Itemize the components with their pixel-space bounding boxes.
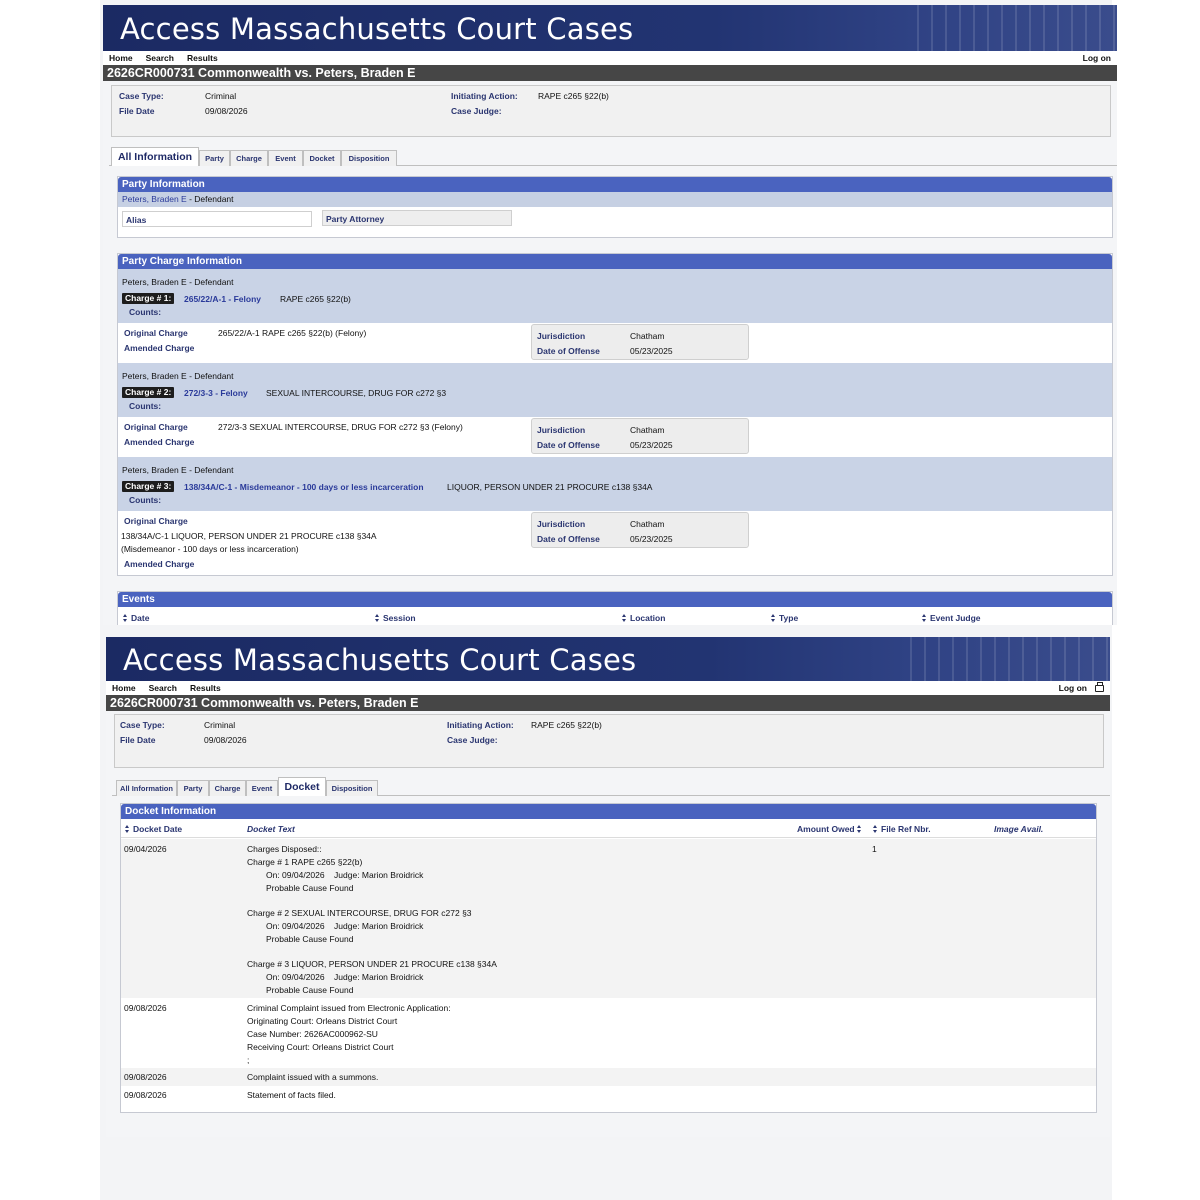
initiating-action-value: RAPE c265 §22(b) <box>538 91 609 101</box>
tab-all-information[interactable]: All Information <box>111 147 199 166</box>
file-date-label: File Date <box>119 106 155 116</box>
charge-1-original: 265/22/A-1 RAPE c265 §22(b) (Felony) <box>218 328 367 338</box>
charge-1-code[interactable]: 265/22/A-1 - Felony <box>184 294 262 304</box>
docket-entry-1-line-10: Probable Cause Found <box>266 985 354 995</box>
docket-entry-4-date: 09/08/2026 <box>124 1090 167 1100</box>
events-col-date[interactable]: Date <box>123 613 149 623</box>
initiating-action-label: Initiating Action: <box>451 91 518 101</box>
charge-3-original-line1: 138/34A/C-1 LIQUOR, PERSON UNDER 21 PROCURE c138 §34A <box>121 531 377 541</box>
events-col-type[interactable]: Type <box>771 613 798 623</box>
docket-entry-1-line-8: Charge # 3 LIQUOR, PERSON UNDER 21 PROCURE c138 §34A <box>247 959 497 969</box>
courthouse-columns-graphic <box>910 637 1110 681</box>
docket-entry-1-line-7: Probable Cause Found <box>266 934 354 944</box>
charge-3-jurisdiction: Chatham <box>630 519 665 529</box>
charge-1-badge: Charge # 1: <box>122 293 174 304</box>
docket-entry-2-line-2: Originating Court: Orleans District Court <box>247 1016 398 1026</box>
charge-2-code[interactable]: 272/3-3 - Felony <box>184 388 248 398</box>
docket-entry-2-line-1: Criminal Complaint issued from Electronic Application: <box>247 1003 451 1013</box>
docket-entry-1-line-5: Charge # 2 SEXUAL INTERCOURSE, DRUG FOR c272 §3 <box>247 908 472 918</box>
docket-header: Docket Information <box>121 804 1096 819</box>
party-attorney-field <box>322 210 512 226</box>
charge-3-offense-date: 05/23/2025 <box>630 534 673 544</box>
file-date-value: 09/08/2026 <box>205 106 248 116</box>
docket-entry-4-line-1: Statement of facts filed. <box>247 1090 336 1100</box>
tab-event[interactable]: Event <box>268 150 303 166</box>
tab-disposition[interactable]: Disposition <box>326 780 378 796</box>
alias-field <box>122 211 312 227</box>
events-col-session[interactable]: Session <box>375 613 416 623</box>
docket-col-image-avail: Image Avail. <box>994 824 1044 834</box>
docket-entry-1-line-1: Charges Disposed:: <box>247 844 322 854</box>
case-title-bar: 2626CR000731 Commonwealth vs. Peters, Braden E <box>103 65 1117 81</box>
charge-3-badge: Charge # 3: <box>122 481 174 492</box>
charge-1-description: RAPE c265 §22(b) <box>280 294 351 304</box>
tab-party[interactable]: Party <box>177 780 209 796</box>
charge-1-amended-label: Amended Charge <box>124 343 195 353</box>
case-type-value: Criminal <box>205 91 237 101</box>
party-attorney-label: Party Attorney <box>326 214 385 224</box>
party-role: - Defendant <box>186 194 234 204</box>
charge-1-detail <box>118 323 1112 363</box>
log-on-link[interactable]: Log on <box>1082 53 1111 63</box>
party-information-panel <box>117 176 1113 238</box>
events-panel <box>117 591 1113 625</box>
initiating-action-label: Initiating Action: <box>447 720 514 730</box>
site-banner <box>106 637 1110 681</box>
courthouse-columns-graphic <box>917 5 1117 51</box>
docket-entry-2-date: 09/08/2026 <box>124 1003 167 1013</box>
party-information-header: Party Information <box>118 177 1112 192</box>
docket-col-text: Docket Text <box>247 824 295 834</box>
party-charge-header: Party Charge Information <box>118 254 1112 269</box>
charge-3-original-label: Original Charge <box>124 516 188 526</box>
charge-2-badge: Charge # 2: <box>122 387 174 398</box>
tab-bar <box>106 776 1110 796</box>
charge-2-description: SEXUAL INTERCOURSE, DRUG FOR c272 §3 <box>266 388 447 398</box>
tab-bar <box>103 146 1117 166</box>
case-judge-label: Case Judge: <box>451 106 502 116</box>
charge-1-jurisdiction-box <box>531 324 749 360</box>
sort-icon <box>123 614 128 622</box>
charge-2-jurisdiction-label: Jurisdiction <box>537 425 586 435</box>
charge-1-jurisdiction: Chatham <box>630 331 665 341</box>
charge-2-offense-date-label: Date of Offense <box>537 440 600 450</box>
case-type-label: Case Type: <box>120 720 165 730</box>
nav-home[interactable]: Home <box>109 53 133 63</box>
charge-3-code[interactable]: 138/34A/C-1 - Misdemeanor - 100 days or less incarceration <box>184 482 424 492</box>
docket-entry-1-line-3: On: 09/04/2026 Judge: Marion Broidrick <box>266 870 424 880</box>
charge-2-defendant: Peters, Braden E - Defendant <box>122 371 234 381</box>
charge-1-offense-date: 05/23/2025 <box>630 346 673 356</box>
sort-icon <box>622 614 627 622</box>
events-col-event-judge[interactable]: Event Judge <box>922 613 981 623</box>
sort-icon <box>922 614 927 622</box>
events-header: Events <box>118 592 1112 607</box>
alias-label: Alias <box>126 215 147 225</box>
charge-3-description: LIQUOR, PERSON UNDER 21 PROCURE c138 §34A <box>447 482 653 492</box>
charge-2-jurisdiction: Chatham <box>630 425 665 435</box>
case-judge-label: Case Judge: <box>447 735 498 745</box>
charge-1-band <box>118 269 1112 323</box>
screenshot-all-information <box>103 5 1117 625</box>
sort-icon <box>125 825 130 833</box>
charge-3-counts-label: Counts: <box>129 495 162 505</box>
charge-2-counts-label: Counts: <box>129 401 162 411</box>
docket-entry-1 <box>121 839 1096 998</box>
case-summary <box>111 85 1111 137</box>
docket-col-amount-owed[interactable]: Amount Owed <box>797 824 865 834</box>
top-nav <box>103 51 1117 65</box>
docket-entry-2-line-4: Receiving Court: Orleans District Court <box>247 1042 394 1052</box>
case-title-bar: 2626CR000731 Commonwealth vs. Peters, Braden E <box>106 695 1110 711</box>
nav-results[interactable]: Results <box>186 53 218 63</box>
charge-2-original-label: Original Charge <box>124 422 188 432</box>
tab-charge[interactable]: Charge <box>209 780 246 796</box>
case-type-label: Case Type: <box>119 91 164 101</box>
docket-entry-1-line-2: Charge # 1 RAPE c265 §22(b) <box>247 857 363 867</box>
charge-3-jurisdiction-box <box>531 512 749 548</box>
printer-icon[interactable] <box>1095 685 1104 692</box>
docket-entry-1-line-9: On: 09/04/2026 Judge: Marion Broidrick <box>266 972 424 982</box>
charge-2-jurisdiction-box <box>531 418 749 454</box>
charge-3-original-line2: (Misdemeanor - 100 days or less incarceration) <box>121 544 299 554</box>
docket-panel <box>120 803 1097 1113</box>
docket-entry-4 <box>121 1086 1096 1104</box>
nav-search[interactable]: Search <box>148 683 177 693</box>
docket-entry-2-line-5: ; <box>247 1055 250 1065</box>
docket-entry-3-line-1: Complaint issued with a summons. <box>247 1072 379 1082</box>
docket-col-file-ref[interactable]: File Ref Nbr. <box>873 824 931 834</box>
docket-entry-2-line-3: Case Number: 2626AC000962-SU <box>247 1029 378 1039</box>
docket-entry-3-date: 09/08/2026 <box>124 1072 167 1082</box>
site-title: Access Massachusetts Court Cases <box>123 643 637 677</box>
docket-entry-1-line-4: Probable Cause Found <box>266 883 354 893</box>
top-nav <box>106 681 1110 695</box>
sort-icon <box>375 614 380 622</box>
file-date-label: File Date <box>120 735 156 745</box>
charge-1-jurisdiction-label: Jurisdiction <box>537 331 586 341</box>
charge-3-band <box>118 457 1112 511</box>
case-type-value: Criminal <box>204 720 236 730</box>
charge-3-jurisdiction-label: Jurisdiction <box>537 519 586 529</box>
charge-2-band <box>118 363 1112 417</box>
sort-icon <box>857 825 862 833</box>
tab-all-information[interactable]: All Information <box>116 780 177 796</box>
nav-search[interactable]: Search <box>145 53 174 63</box>
charge-3-offense-date-label: Date of Offense <box>537 534 600 544</box>
charge-3-amended-label: Amended Charge <box>124 559 195 569</box>
charge-2-detail <box>118 417 1112 457</box>
site-banner <box>103 5 1117 51</box>
party-charge-panel <box>117 253 1113 576</box>
log-on-link[interactable]: Log on <box>1058 683 1087 693</box>
events-col-location[interactable]: Location <box>622 613 665 623</box>
charge-2-offense-date: 05/23/2025 <box>630 440 673 450</box>
case-summary <box>114 714 1104 768</box>
file-date-value: 09/08/2026 <box>204 735 247 745</box>
tab-event[interactable]: Event <box>246 780 278 796</box>
screenshot-docket <box>106 637 1110 1137</box>
party-name-row <box>118 192 1112 207</box>
tab-docket[interactable]: Docket <box>278 777 326 796</box>
charge-1-counts-label: Counts: <box>129 307 162 317</box>
nav-results[interactable]: Results <box>189 683 221 693</box>
initiating-action-value: RAPE c265 §22(b) <box>531 720 602 730</box>
docket-table-header <box>121 819 1096 838</box>
charge-1-defendant: Peters, Braden E - Defendant <box>122 277 234 287</box>
docket-entry-2 <box>121 998 1096 1068</box>
sort-icon <box>771 614 776 622</box>
tab-party[interactable]: Party <box>199 150 230 166</box>
sort-icon <box>873 825 878 833</box>
tab-docket[interactable]: Docket <box>303 150 341 166</box>
nav-home[interactable]: Home <box>112 683 136 693</box>
charge-3-detail <box>118 511 1112 575</box>
site-title: Access Massachusetts Court Cases <box>120 12 634 46</box>
docket-entry-1-file-ref: 1 <box>872 844 877 854</box>
tab-charge[interactable]: Charge <box>230 150 268 166</box>
docket-entry-1-line-6: On: 09/04/2026 Judge: Marion Broidrick <box>266 921 424 931</box>
charge-1-offense-date-label: Date of Offense <box>537 346 600 356</box>
charge-1-original-label: Original Charge <box>124 328 188 338</box>
charge-2-original: 272/3-3 SEXUAL INTERCOURSE, DRUG FOR c272 §3 (Felony) <box>218 422 463 432</box>
docket-entry-3 <box>121 1068 1096 1086</box>
charge-3-defendant: Peters, Braden E - Defendant <box>122 465 234 475</box>
docket-col-date[interactable]: Docket Date <box>125 824 182 834</box>
tab-disposition[interactable]: Disposition <box>341 150 397 166</box>
docket-entry-1-date: 09/04/2026 <box>124 844 167 854</box>
party-name-link[interactable]: Peters, Braden E <box>122 194 187 204</box>
charge-2-amended-label: Amended Charge <box>124 437 195 447</box>
